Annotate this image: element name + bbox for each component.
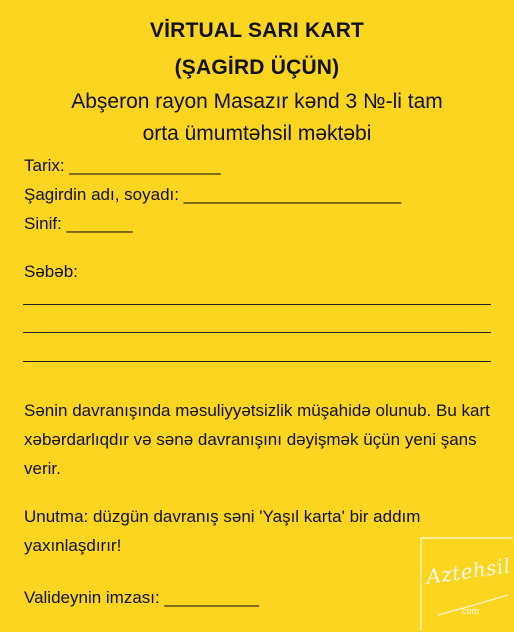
- class-field: Sinif: _______: [24, 214, 133, 233]
- school-name-line1: Abşeron rayon Masazır kənd 3 №-li tam: [71, 90, 443, 113]
- school-name-line2: orta ümumtəhsil məktəbi: [142, 122, 372, 145]
- card-title: VİRTUAL SARI KART: [149, 19, 365, 42]
- reason-label: Səbəb:: [24, 262, 78, 281]
- aztehsil-logo: [420, 537, 514, 632]
- reason-line: [23, 304, 491, 305]
- reminder-paragraph: Unutma: düzgün davranış səni 'Yaşıl karta' bir addım yaxınlaşdırır!: [24, 507, 421, 555]
- logo-subtext: com: [462, 606, 480, 616]
- reason-line: [23, 361, 491, 362]
- card-subtitle: (ŞAGİRD ÜÇÜN): [174, 56, 340, 79]
- parent-signature-field: Valideynin imzası: __________: [24, 588, 260, 607]
- reason-line: [23, 332, 491, 333]
- warning-paragraph: Sənin davranışında məsuliyyətsizlik müşahidə olunub. Bu kart xəbərdarlıqdır və sənə davranışını dəyişmək üçün yeni şans verir.: [24, 401, 490, 478]
- logo-text: Aztehsil: [424, 553, 513, 590]
- date-field: Tarix: ________________: [24, 156, 221, 175]
- student-name-field: Şagirdin adı, soyadı: _______________________: [24, 185, 402, 204]
